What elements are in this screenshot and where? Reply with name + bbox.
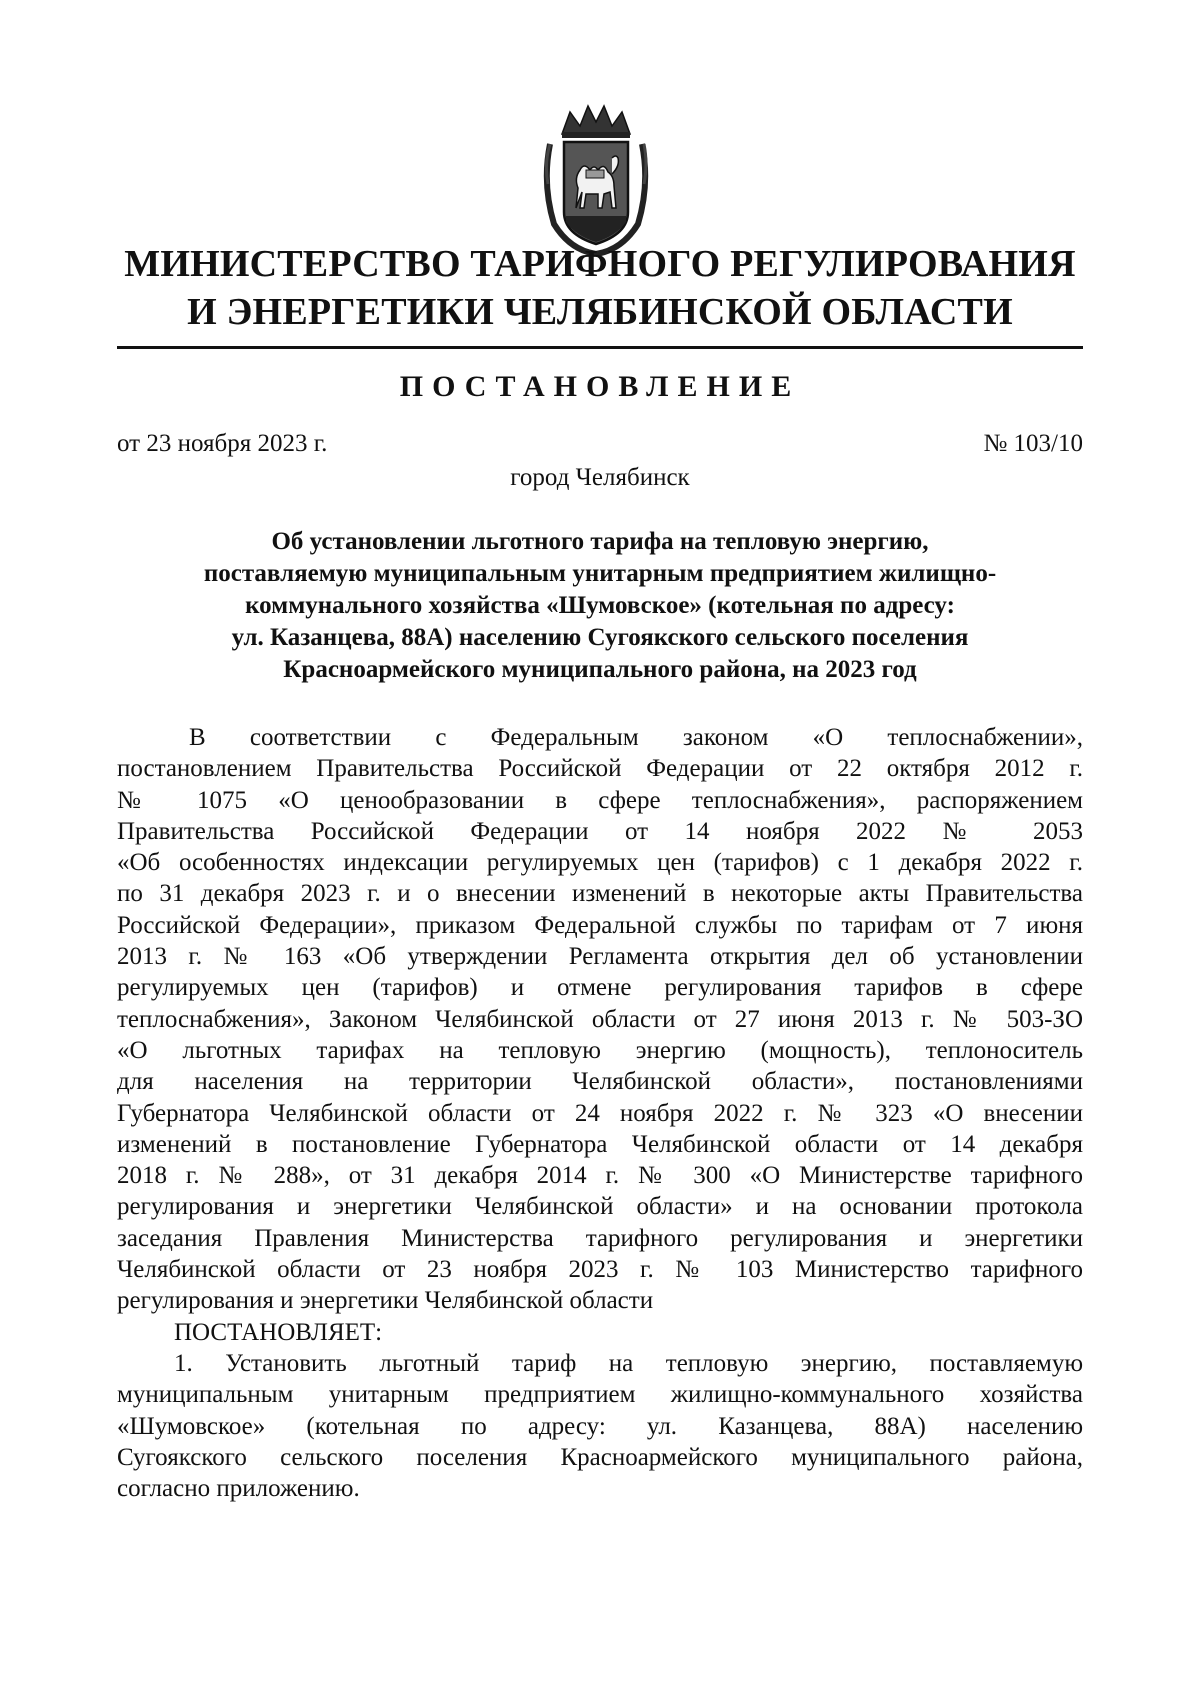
- body-line: регулирования и энергетики Челябинской области: [117, 1287, 654, 1315]
- body-line: регулируемых цен (тарифов) и отмене регулирования тарифов в сфере: [117, 974, 1083, 1002]
- title-line: поставляемую муниципальным унитарным предприятием жилищно-: [203, 560, 997, 587]
- title-line: ул. Казанцева, 88А) населению Сугоякского сельского поселения: [231, 624, 969, 651]
- document-number: № 103/10: [983, 430, 1083, 457]
- body-line: № 1075 «О ценообразовании в сфере теплоснабжения», распоряжением: [117, 786, 1083, 814]
- item1-line: согласно приложению.: [117, 1475, 360, 1503]
- body-line: регулирования и энергетики Челябинской области» и на основании протокола: [117, 1193, 1083, 1221]
- body-line: Правительства Российской Федерации от 14 ноября 2022 № 2053: [117, 817, 1083, 845]
- body-line: «О льготных тарифах на тепловую энергию (мощность), теплоноситель: [117, 1036, 1083, 1064]
- body-line: по 31 декабря 2023 г. и о внесении изменений в некоторые акты Правительства: [117, 880, 1083, 908]
- body-line: изменений в постановление Губернатора Челябинской области от 14 декабря: [117, 1130, 1083, 1158]
- body-line: постановлением Правительства Российской Федерации от 22 октября 2012 г.: [117, 755, 1083, 783]
- body-line: Челябинской области от 23 ноября 2023 г. № 103 Министерство тарифного: [117, 1256, 1083, 1284]
- body-line: для населения на территории Челябинской области», постановлениями: [117, 1068, 1083, 1096]
- item1-line: Сугоякского сельского поселения Красноармейского муниципального района,: [117, 1443, 1083, 1471]
- title-line: Красноармейского муниципального района, на 2023 год: [283, 656, 917, 683]
- ministry-name-line1: МИНИСТЕРСТВО ТАРИФНОГО РЕГУЛИРОВАНИЯ: [124, 243, 1076, 285]
- item1-line: муниципальным унитарным предприятием жилищно-коммунального хозяйства: [117, 1381, 1083, 1409]
- body-line: Губернатора Челябинской области от 24 ноября 2022 г. № 323 «О внесении: [117, 1099, 1083, 1127]
- header-divider: [117, 346, 1083, 349]
- item1-line: 1. Установить льготный тариф на тепловую энергию, поставляемую: [174, 1349, 1083, 1377]
- body-line: теплоснабжения», Законом Челябинской области от 27 июня 2013 г. № 503-ЗО: [117, 1005, 1083, 1033]
- resolves-heading: ПОСТАНОВЛЯЕТ:: [174, 1318, 383, 1346]
- document-type: ПОСТАНОВЛЕНИЕ: [399, 370, 801, 403]
- document-date: от 23 ноября 2023 г.: [117, 430, 328, 457]
- body-line: «Об особенностях индексации регулируемых цен (тарифов) с 1 декабря 2022 г.: [117, 849, 1083, 877]
- title-line: Об установлении льготного тарифа на тепловую энергию,: [271, 528, 929, 555]
- item1-line: «Шумовское» (котельная по адресу: ул. Казанцева, 88А) населению: [117, 1412, 1083, 1440]
- body-line: В соответствии с Федеральным законом «О теплоснабжении»,: [189, 724, 1083, 751]
- body-line: 2018 г. № 288», от 31 декабря 2014 г. № 300 «О Министерстве тарифного: [117, 1162, 1083, 1190]
- title-line: коммунального хозяйства «Шумовское» (котельная по адресу:: [245, 592, 955, 619]
- document-body: [117, 722, 1083, 1504]
- body-line: 2013 г. № 163 «Об утверждении Регламента открытия дел об установлении: [117, 943, 1083, 971]
- ministry-name-line2: И ЭНЕРГЕТИКИ ЧЕЛЯБИНСКОЙ ОБЛАСТИ: [187, 291, 1013, 333]
- document-title: [117, 526, 1083, 686]
- body-line: заседания Правления Министерства тарифного регулирования и энергетики: [117, 1224, 1083, 1252]
- document-city: город Челябинск: [510, 464, 690, 491]
- body-line: Российской Федерации», приказом Федеральной службы по тарифам от 7 июня: [117, 911, 1083, 939]
- chelyabinsk-coat-of-arms-icon: [540, 104, 652, 256]
